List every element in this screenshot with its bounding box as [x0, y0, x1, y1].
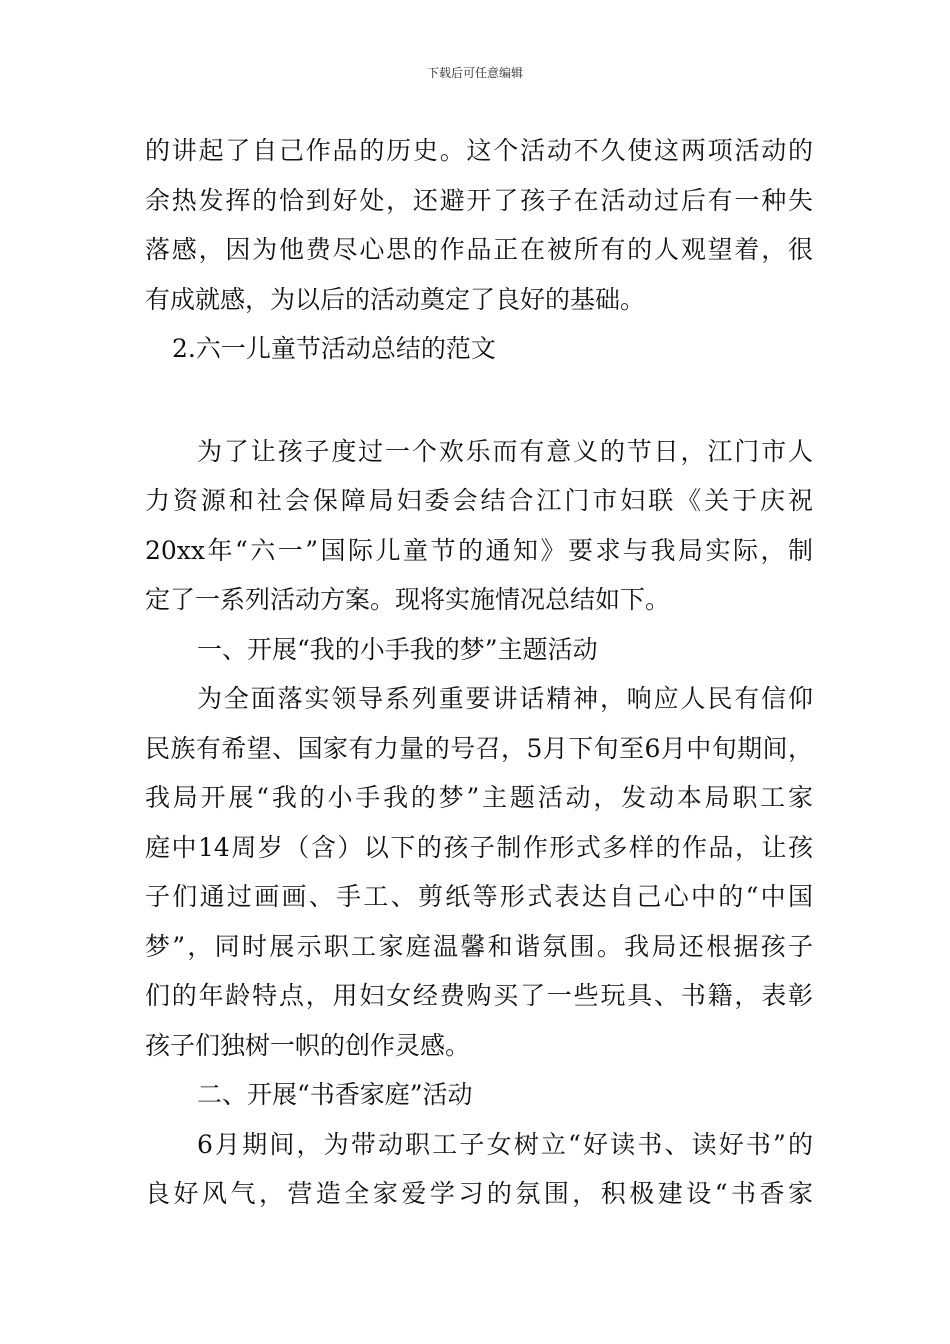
paragraph-line: 力资源和社会保障局妇委会结合江门市妇联《关于庆祝	[145, 486, 813, 515]
paragraph-line: 20xx年“六一”国际儿童节的通知》要求与我局实际，制	[145, 535, 813, 565]
paragraph-line: 定了一系列活动方案。现将实施情况总结如下。	[145, 585, 671, 614]
paragraph-line: 落感，因为他费尽心思的作品正在被所有的人观望着，很	[145, 235, 813, 264]
paragraph-line: 们的年龄特点，用妇女经费购买了一些玩具、书籍，表彰	[145, 981, 813, 1010]
paragraph-line: 梦”，同时展示职工家庭温馨和谐氛围。我局还根据孩子	[145, 931, 813, 961]
paragraph-line: 民族有希望、国家有力量的号召，5月下旬至6月中旬期间，	[145, 733, 813, 763]
spacer	[145, 374, 813, 427]
section-heading: 一、开展“我的小手我的梦”主题活动	[197, 634, 598, 664]
paragraph-line: 的讲起了自己作品的历史。这个活动不久使这两项活动的	[145, 136, 813, 165]
section-heading: 二、开展“书香家庭”活动	[197, 1080, 473, 1109]
paragraph-line: 6月期间，为带动职工子女树立“好读书、读好书”的	[197, 1129, 813, 1159]
paragraph-line: 我局开展“我的小手我的梦”主题活动，发动本局职工家	[145, 783, 813, 812]
paragraph-line: 为全面落实领导系列重要讲话精神，响应人民有信仰	[197, 684, 813, 713]
paragraph-line: 庭中14周岁（含）以下的孩子制作形式多样的作品，让孩	[145, 832, 813, 862]
paragraph-line: 子们通过画画、手工、剪纸等形式表达自己心中的“中国	[145, 882, 813, 911]
section-heading: 2.六一儿童节活动总结的范文	[172, 334, 496, 363]
paragraph-line: 良好风气，营造全家爱学习的氛围，积极建设“书香家	[145, 1179, 813, 1208]
paragraph-line: 余热发挥的恰到好处，还避开了孩子在活动过后有一种失	[145, 185, 813, 215]
page-header: 下载后可任意编辑	[426, 66, 523, 80]
paragraph-line: 为了让孩子度过一个欢乐而有意义的节日，江门市人	[197, 436, 813, 466]
document-body	[145, 126, 813, 1219]
paragraph-line: 有成就感，为以后的活动奠定了良好的基础。	[145, 284, 646, 314]
paragraph-line: 孩子们独树一帜的创作灵感。	[145, 1030, 471, 1060]
